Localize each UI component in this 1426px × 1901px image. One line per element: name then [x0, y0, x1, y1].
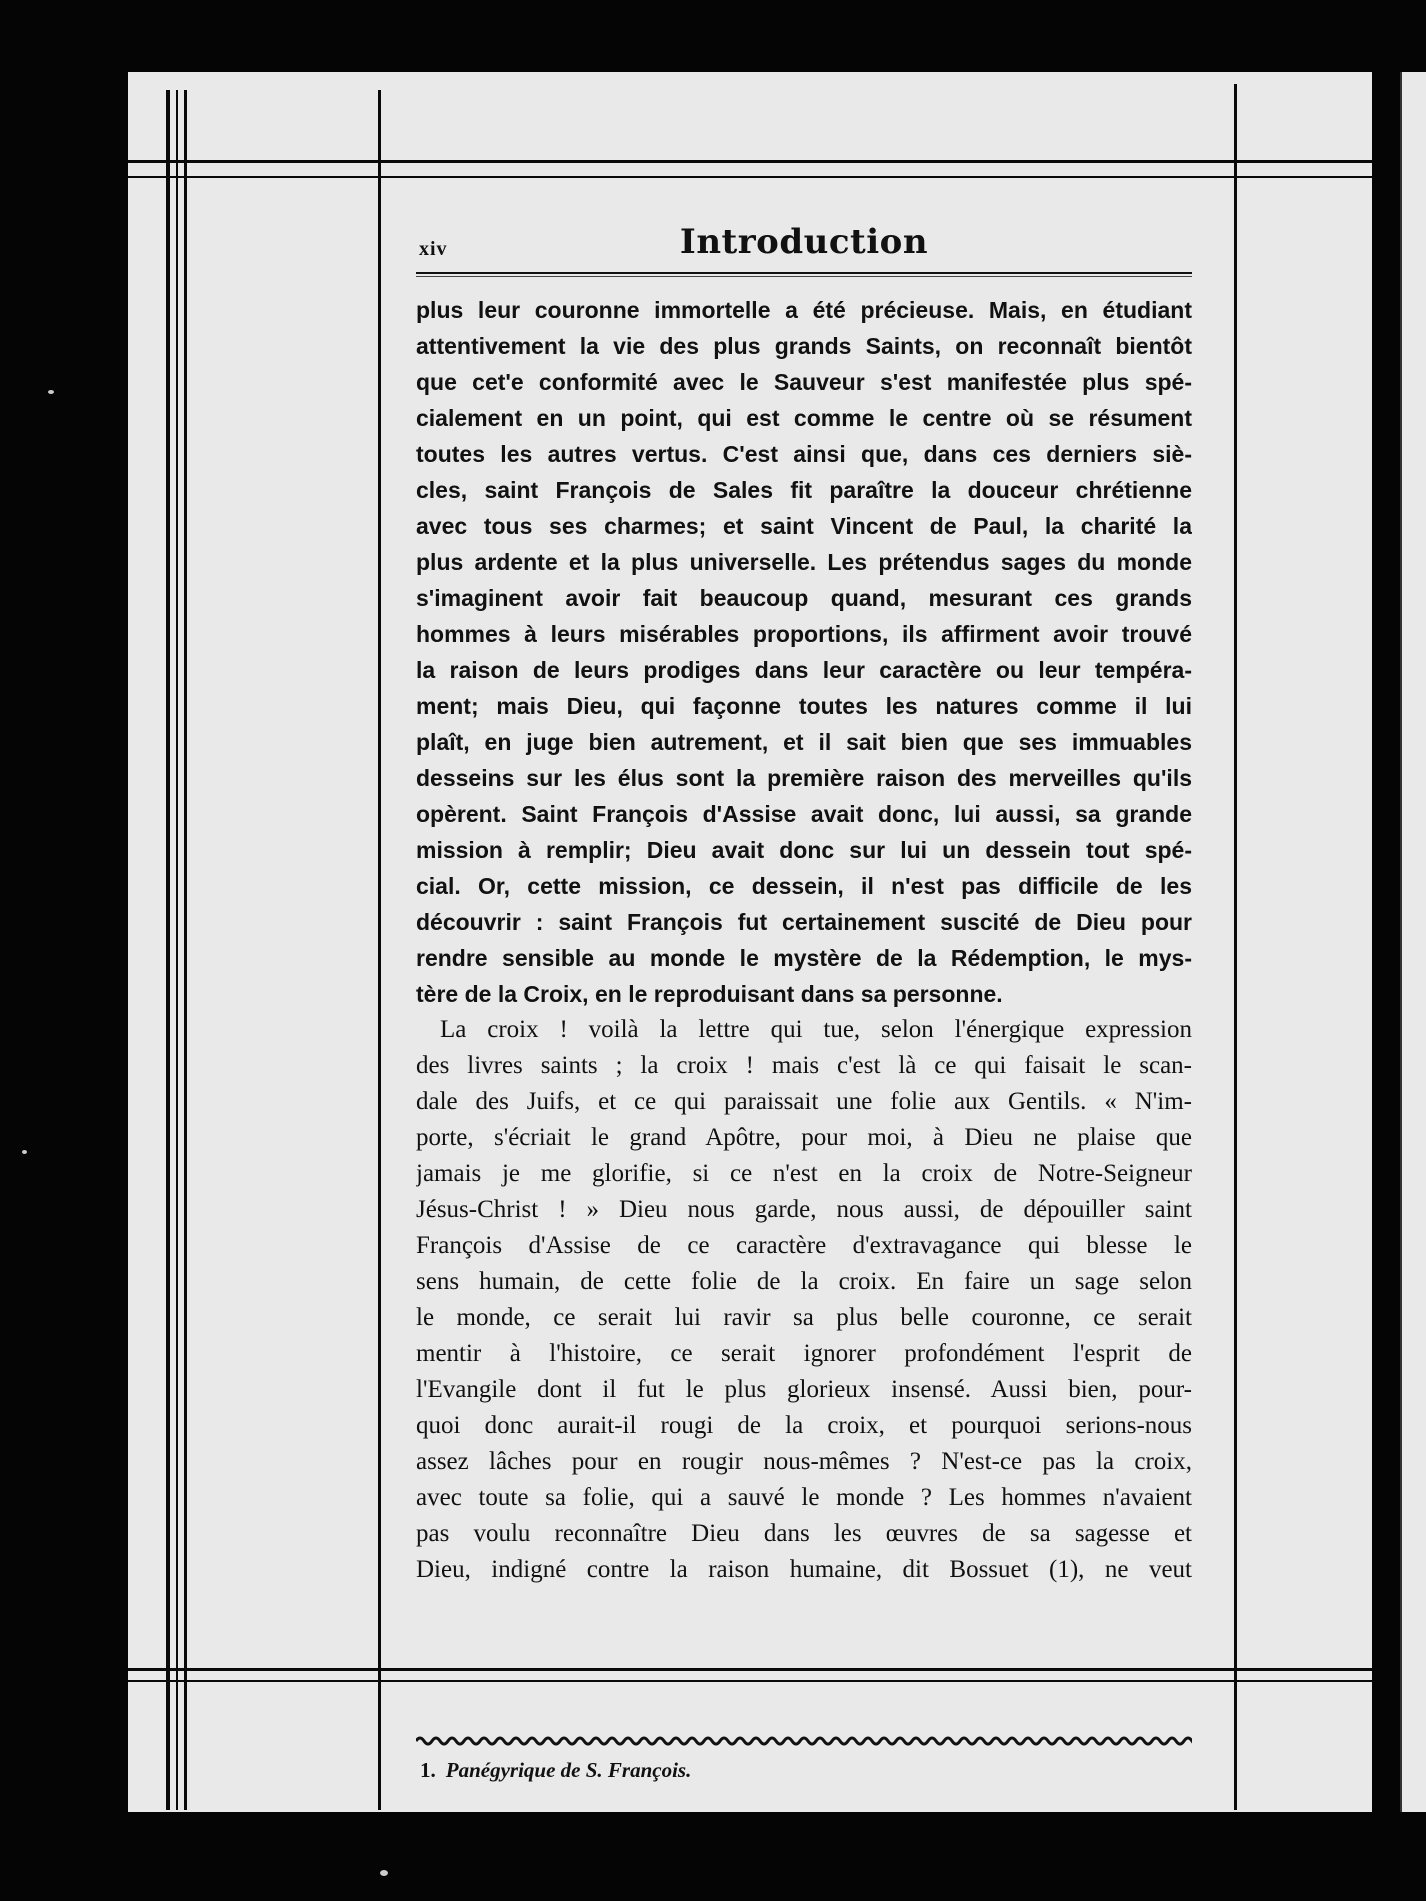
frame-rule-bottom — [128, 1668, 1372, 1671]
text-line: tère de la Croix, en le reproduisant dans sa personne. — [416, 981, 1003, 1007]
text-line: l'Evangile dont il fut le plus glorieux insensé. Aussi bien, pour- — [416, 1376, 1192, 1403]
page-header — [416, 222, 1192, 266]
text-line: des livres saints ; la croix ! mais c'est là ce qui faisait le scan- — [416, 1052, 1192, 1079]
text-line: Jésus-Christ ! » Dieu nous garde, nous aussi, de dépouiller saint — [416, 1196, 1192, 1223]
text-line: hommes à leurs misérables proportions, ils affirment avoir trouvé — [416, 621, 1192, 647]
text-line: mentir à l'histoire, ce serait ignorer profondément l'esprit de — [416, 1340, 1192, 1367]
header-rule — [416, 272, 1192, 274]
text-line: que cet'e conformité avec le Sauveur s'est manifestée plus spé- — [416, 369, 1192, 395]
page-gutter — [1372, 72, 1400, 1812]
footnote-number: 1. — [420, 1758, 436, 1782]
frame-rule-left-2 — [176, 90, 178, 1810]
text-line: pas voulu reconnaître Dieu dans les œuvres de sa sagesse et — [416, 1520, 1192, 1547]
text-line: François d'Assise de ce caractère d'extravagance qui blesse le — [416, 1232, 1192, 1259]
text-line: La croix ! voilà la lettre qui tue, selon l'énergique expression — [440, 1016, 1192, 1043]
text-line: s'imaginent avoir fait beaucoup quand, mesurant ces grands — [416, 585, 1192, 611]
text-line: Dieu, indigné contre la raison humaine, dit Bossuet (1), ne veut — [416, 1556, 1192, 1583]
page-number: xiv — [419, 238, 448, 260]
text-line: découvrir : saint François fut certainement suscité de Dieu pour — [416, 909, 1192, 935]
running-head: Introduction — [679, 222, 929, 262]
text-line: cialement en un point, qui est comme le centre où se résument — [416, 405, 1192, 431]
text-line: cial. Or, cette mission, ce dessein, il n'est pas difficile de les — [416, 873, 1192, 899]
text-line: cles, saint François de Sales fit paraître la douceur chrétienne — [416, 477, 1192, 503]
dust-speck — [22, 1150, 27, 1154]
frame-rule-right-text — [1234, 84, 1237, 1810]
frame-rule-top-outer — [128, 176, 1372, 178]
text-line: plaît, en juge bien autrement, et il sait bien que ses immuables — [416, 729, 1192, 755]
frame-rule-left-3 — [184, 90, 187, 1810]
header-rule-thin — [416, 276, 1192, 277]
text-line: plus leur couronne immortelle a été précieuse. Mais, en étudiant — [416, 297, 1192, 323]
text-line: avec tous ses charmes; et saint Vincent de Paul, la charité la — [416, 513, 1192, 539]
frame-rule-left-1 — [166, 90, 170, 1810]
dust-speck — [48, 390, 54, 394]
text-line: plus ardente et la plus universelle. Les prétendus sages du monde — [416, 549, 1192, 575]
text-line: jamais je me glorifie, si ce n'est en la croix de Notre-Seigneur — [416, 1160, 1192, 1187]
text-line: avec toute sa folie, qui a sauvé le monde ? Les hommes n'avaient — [416, 1484, 1192, 1511]
frame-rule-top — [128, 160, 1372, 163]
footnote-text: Panégyrique de S. François. — [445, 1758, 692, 1782]
text-line: le monde, ce serait lui ravir sa plus belle couronne, ce serait — [416, 1304, 1192, 1331]
footnote — [420, 1758, 691, 1783]
body-text — [416, 292, 1192, 1588]
footnote-separator-ornament — [416, 1734, 1192, 1748]
text-line: toutes les autres vertus. C'est ainsi que, dans ces derniers siè- — [416, 441, 1192, 467]
page-content — [416, 222, 1192, 1782]
text-line: attentivement la vie des plus grands Saints, on reconnaît bientôt — [416, 333, 1192, 359]
frame-rule-left-text — [378, 90, 381, 1810]
text-line: ment; mais Dieu, qui façonne toutes les natures comme il lui — [416, 693, 1192, 719]
frame-rule-bottom-outer — [128, 1680, 1372, 1682]
text-line: la raison de leurs prodiges dans leur caractère ou leur tempéra- — [416, 657, 1192, 683]
text-line: mission à remplir; Dieu avait donc sur lui un dessein tout spé- — [416, 837, 1192, 863]
dust-speck — [380, 1870, 388, 1876]
right-page-edge — [1400, 72, 1402, 1812]
text-line: rendre sensible au monde le mystère de la Rédemption, le mys- — [416, 945, 1192, 971]
text-line: dale des Juifs, et ce qui paraissait une folie aux Gentils. « N'im- — [416, 1088, 1192, 1115]
text-line: assez lâches pour en rougir nous-mêmes ? N'est-ce pas la croix, — [416, 1448, 1192, 1475]
text-line: quoi donc aurait-il rougi de la croix, et pourquoi serions-nous — [416, 1412, 1192, 1439]
text-line: porte, s'écriait le grand Apôtre, pour moi, à Dieu ne plaise que — [416, 1124, 1192, 1151]
text-line: sens humain, de cette folie de la croix. En faire un sage selon — [416, 1268, 1192, 1295]
text-line: opèrent. Saint François d'Assise avait donc, lui aussi, sa grande — [416, 801, 1192, 827]
text-line: desseins sur les élus sont la première raison des merveilles qu'ils — [416, 765, 1192, 791]
